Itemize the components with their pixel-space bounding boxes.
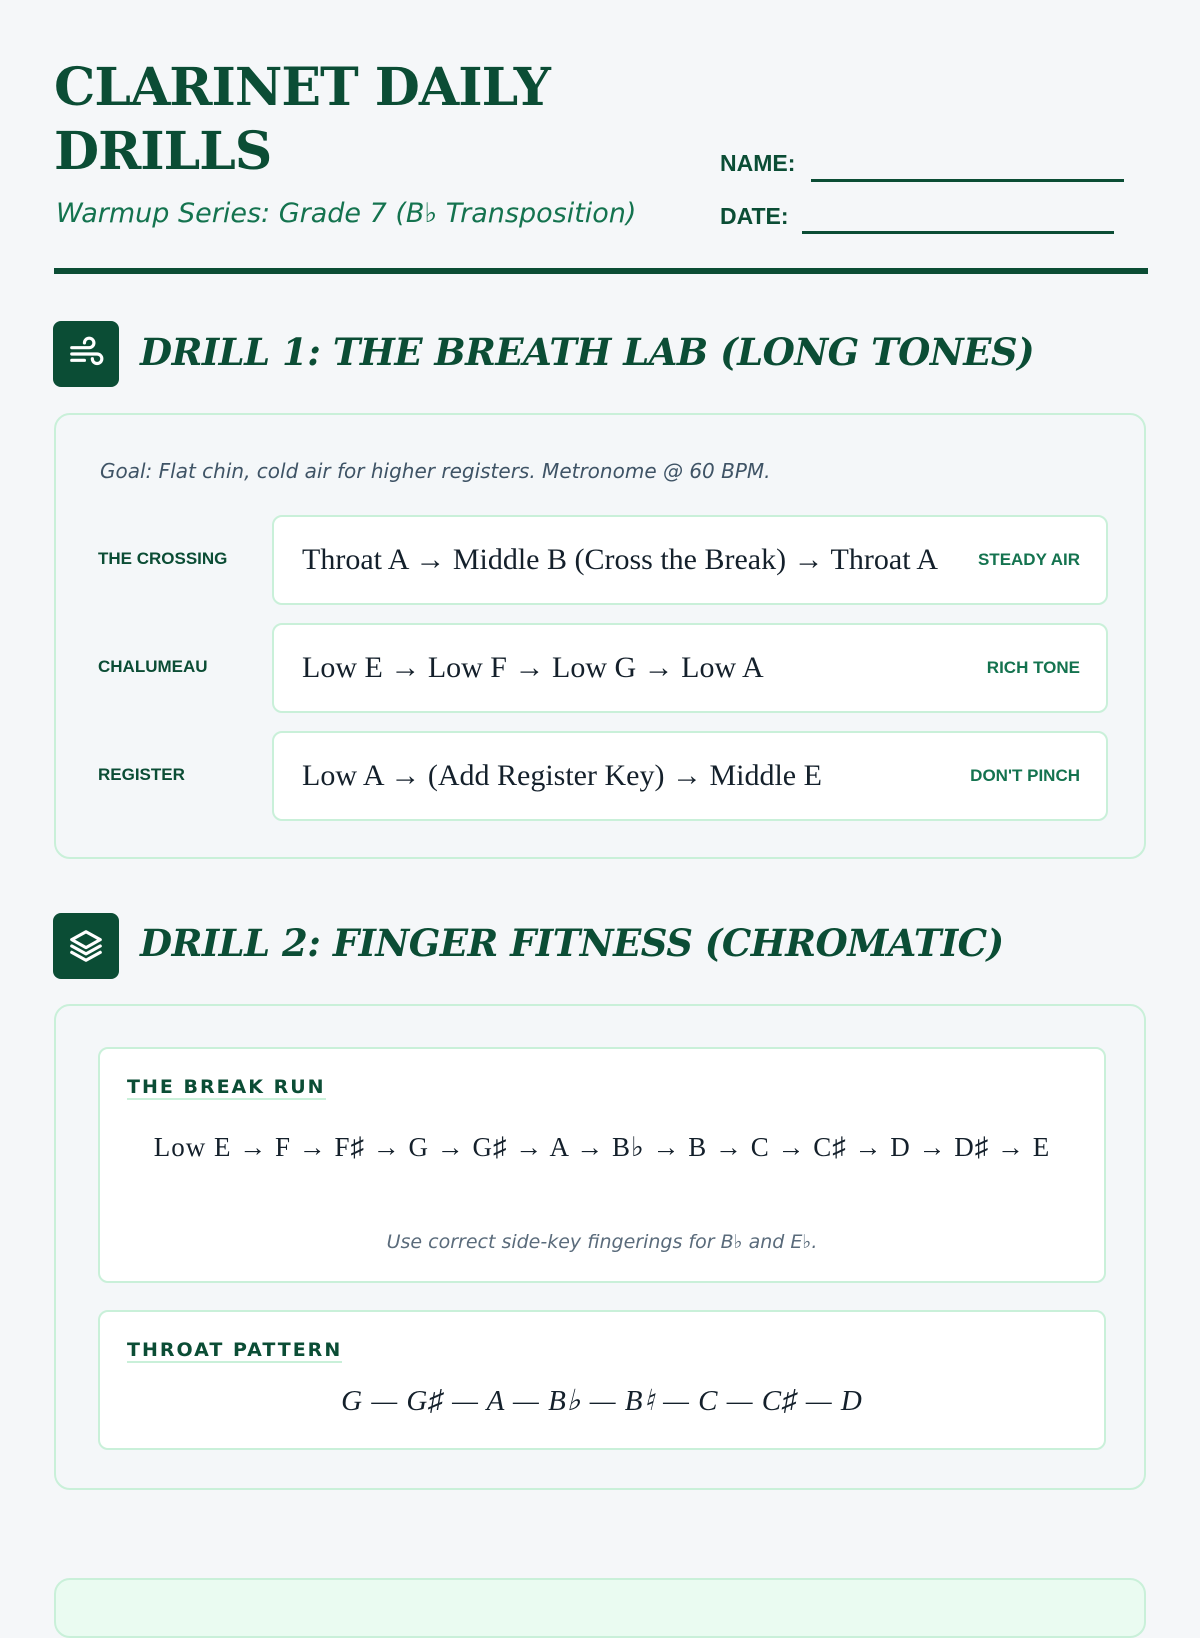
- date-field[interactable]: [802, 231, 1114, 234]
- row-sequence: Throat A → Middle B (Cross the Break) → Throat A: [302, 543, 939, 576]
- drill-1-goal: Goal: Flat chin, cold air for higher registers. Metronome @ 60 BPM.: [100, 459, 771, 483]
- page-title: [54, 56, 674, 184]
- drill-1-panel: [54, 413, 1146, 859]
- name-label: NAME:: [720, 150, 796, 176]
- wind-icon: [53, 321, 119, 387]
- drill-2-panel: [54, 1004, 1146, 1490]
- row-register: [272, 731, 1108, 821]
- row-label-register: REGISTER: [98, 765, 185, 784]
- date-label: DATE:: [720, 203, 789, 229]
- break-run-title: THE BREAK RUN: [127, 1076, 326, 1098]
- layers-icon: [53, 913, 119, 979]
- drill-1-title: DRILL 1: THE BREATH LAB (LONG TONES): [140, 330, 1035, 374]
- row-chalumeau: [272, 623, 1108, 713]
- page-subtitle: Warmup Series: Grade 7 (B♭ Transposition): [56, 198, 637, 229]
- row-label-crossing: THE CROSSING: [98, 549, 228, 568]
- throat-pattern-sequence: G — G♯ — A — B♭ — B♮ — C — C♯ — D: [341, 1385, 863, 1417]
- row-crossing: [272, 515, 1108, 605]
- row-label-chalumeau: CHALUMEAU: [98, 657, 208, 676]
- row-tag: RICH TONE: [986, 658, 1080, 677]
- title-line-1: CLARINET DAILY: [54, 57, 550, 118]
- name-field[interactable]: [811, 179, 1124, 182]
- break-run-note: Use correct side-key fingerings for B♭ and E♭.: [386, 1231, 818, 1253]
- break-run-card: [98, 1047, 1106, 1283]
- title-line-2: DRILLS: [54, 121, 272, 182]
- break-run-sequence: Low E → F → F♯ → G → G♯ → A → B♭ → B → C → C♯ → D → D♯ → E: [153, 1132, 1051, 1162]
- row-tag: DON'T PINCH: [970, 766, 1080, 785]
- row-sequence: Low E → Low F → Low G → Low A: [302, 651, 764, 684]
- header-divider: [54, 268, 1148, 274]
- row-tag: STEADY AIR: [977, 550, 1080, 569]
- throat-pattern-card: [98, 1310, 1106, 1450]
- drill-2-title: DRILL 2: FINGER FITNESS (CHROMATIC): [140, 921, 1004, 965]
- row-sequence: Low A → (Add Register Key) → Middle E: [302, 759, 822, 792]
- throat-pattern-title: THROAT PATTERN: [127, 1339, 343, 1361]
- drill-3-panel: [54, 1578, 1146, 1638]
